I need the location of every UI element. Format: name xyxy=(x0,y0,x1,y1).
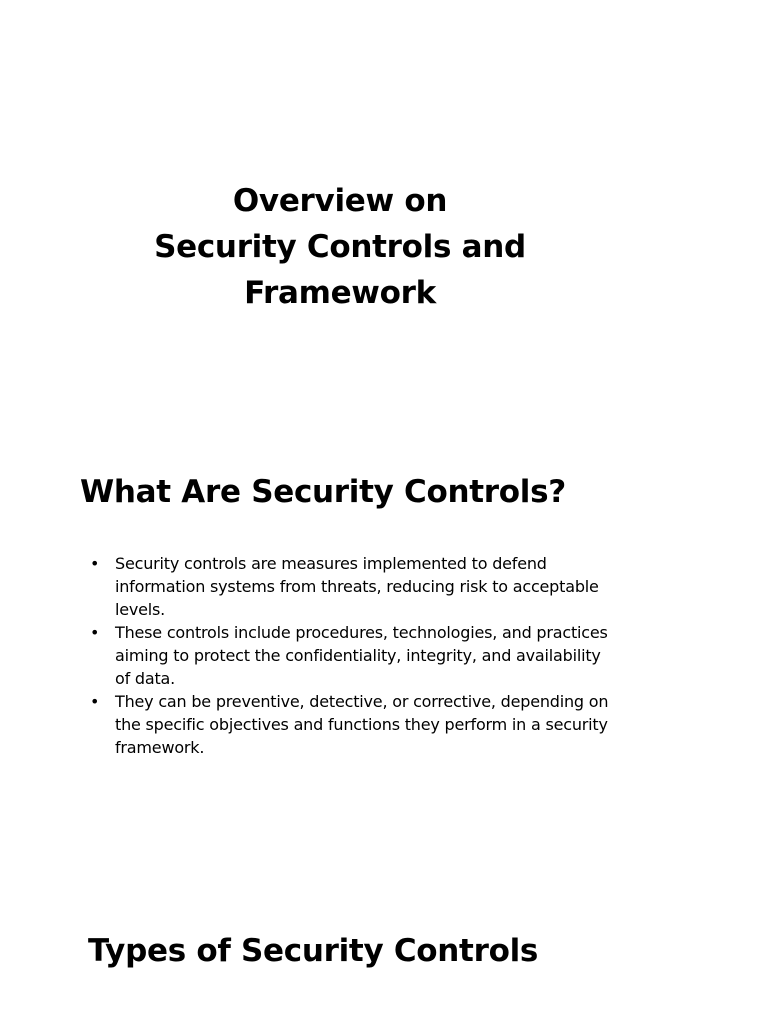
list-item xyxy=(90,552,610,621)
section-heading-what-are-security-controls: What Are Security Controls? xyxy=(80,474,566,510)
list-item-text: These controls include procedures, technologies, and practices aiming to protect the confidentiality, integrity, and availability of data. xyxy=(115,623,608,688)
title-line-2: Security Controls and xyxy=(154,229,526,265)
bullet-icon: • xyxy=(90,623,100,642)
list-item xyxy=(90,690,610,759)
bullet-list xyxy=(90,552,610,759)
bullet-icon: • xyxy=(90,554,100,573)
section-heading-types-of-security-controls: Types of Security Controls xyxy=(88,933,539,969)
list-item-text: Security controls are measures implemented to defend information systems from threats, reducing risk to acceptable levels. xyxy=(115,554,599,619)
bullet-icon: • xyxy=(90,692,100,711)
page-title xyxy=(100,178,580,316)
list-item xyxy=(90,621,610,690)
title-line-3: Framework xyxy=(244,275,436,311)
list-item-text: They can be preventive, detective, or corrective, depending on the specific objectives and functions they perform in a security framework. xyxy=(115,692,609,757)
title-line-1: Overview on xyxy=(232,183,448,219)
